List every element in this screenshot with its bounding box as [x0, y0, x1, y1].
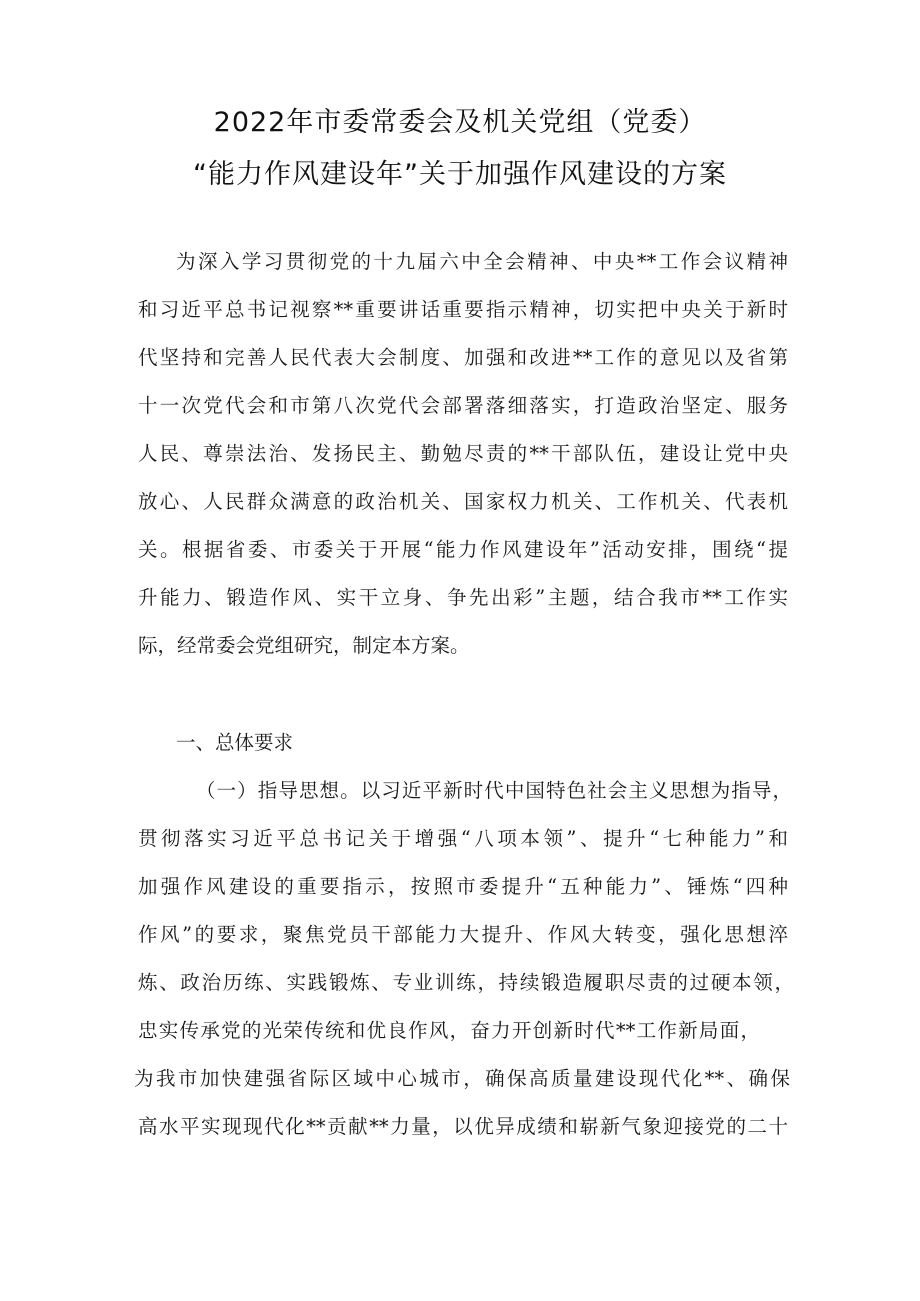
document-title-line-1: 2022年市委常委会及机关党组（党委） [213, 107, 707, 138]
intro-line: 升能力、锻造作风、实干立身、争先出彩”主题，结合我市**工作实 [138, 586, 788, 609]
intro-line: 十一次党代会和市第八次党代会部署落细落实，打造政治坚定、服务 [138, 394, 788, 417]
intro-line: 际，经常委会党组研究，制定本方案。 [138, 634, 470, 657]
body-line: 为我市加快建强省际区域中心城市，确保高质量建设现代化**、确保 [134, 1067, 790, 1090]
intro-line: 为深入学习贯彻党的十九届六中全会精神、中央**工作会议精神 [176, 250, 788, 273]
body-line: （一）指导思想。以习近平新时代中国特色社会主义思想为指导， [196, 779, 792, 802]
body-line: 高水平实现现代化**贡献**力量，以优异成绩和崭新气象迎接党的二十 [138, 1115, 788, 1138]
section-heading: 一、总体要求 [176, 731, 294, 754]
body-line: 作风”的要求，聚焦党员干部能力大提升、作风大转变，强化思想淬 [138, 923, 788, 946]
body-line: 炼、政治历练、实践锻炼、专业训练，持续锻造履职尽责的过硬本领， [138, 971, 794, 994]
intro-line: 和习近平总书记视察**重要讲话重要指示精神，切实把中央关于新时 [138, 298, 788, 321]
intro-line: 放心、人民群众满意的政治机关、国家权力机关、工作机关、代表机 [138, 490, 788, 513]
document-title-line-2: “能力作风建设年”关于加强作风建设的方案 [193, 159, 727, 190]
body-line: 贯彻落实习近平总书记关于增强“八项本领”、提升“七种能力”和 [138, 827, 788, 850]
intro-line: 人民、尊崇法治、发扬民主、勤勉尽责的**干部队伍，建设让党中央 [138, 442, 788, 465]
intro-line: 关。根据省委、市委关于开展“能力作风建设年”活动安排，围绕“提 [138, 538, 788, 561]
intro-line: 代坚持和完善人民代表大会制度、加强和改进**工作的意见以及省第 [138, 346, 788, 369]
body-line: 忠实传承党的光荣传统和优良作风，奋力开创新时代**工作新局面， [138, 1019, 760, 1042]
body-line: 加强作风建设的重要指示，按照市委提升“五种能力”、锤炼“四种 [138, 875, 788, 898]
